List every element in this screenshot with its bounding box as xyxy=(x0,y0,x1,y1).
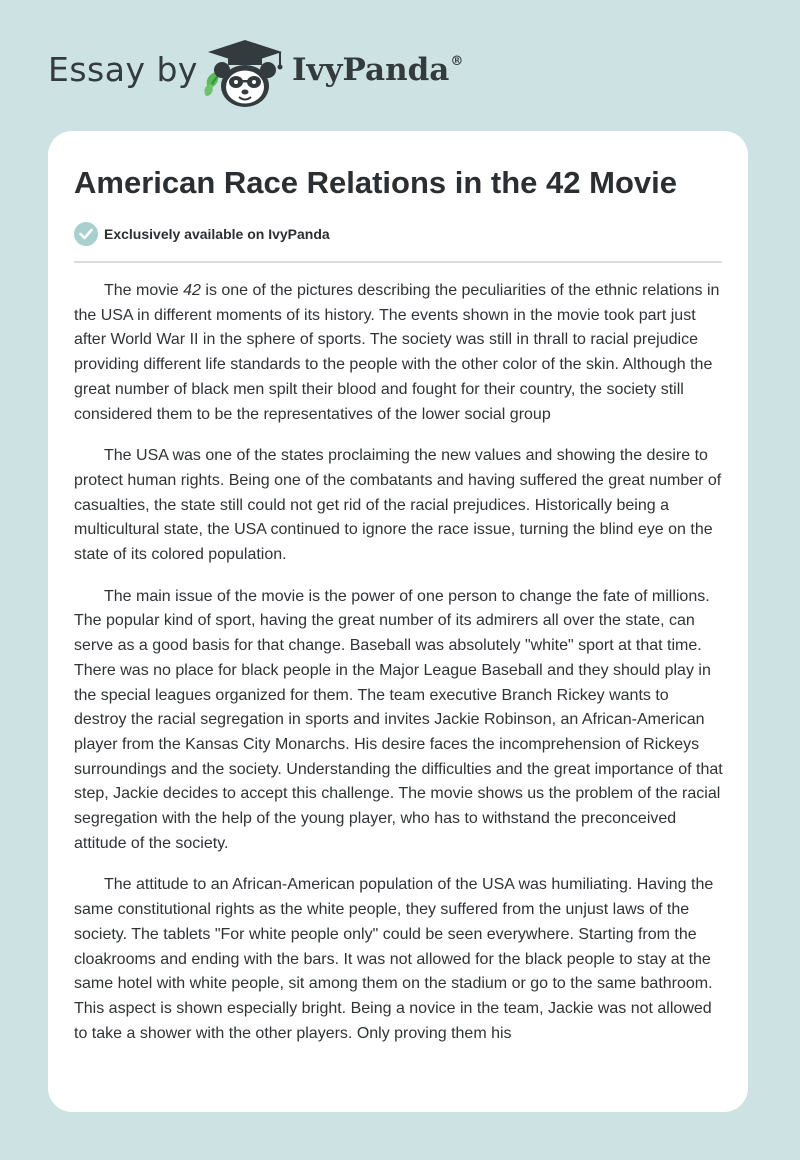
essay-body xyxy=(74,279,724,1063)
paragraph-text: is one of the pictures describing the peculiarities of the ethnic relations in the USA in different moments of its history. The events shown in the movie took part just after World War II in the sphere of sports. The society was still in thrall to racial prejudice providing different life standards to the people with the other color of the skin. Although the great number of black men spilt their blood and fought for their country, the society still considered them to be the representatives of the lower social group xyxy=(74,282,720,423)
movie-title-italic: 42 xyxy=(183,282,201,299)
site-header xyxy=(0,0,800,130)
badge-label: Exclusively available on IvyPanda xyxy=(104,226,330,242)
essay-by-label: Essay by xyxy=(48,50,198,89)
brand-name[interactable] xyxy=(292,52,463,88)
essay-card xyxy=(48,131,748,1112)
paragraph-text: The movie xyxy=(104,282,184,299)
check-icon xyxy=(74,222,98,246)
exclusive-badge xyxy=(74,222,330,246)
brand-text: IvyPanda xyxy=(292,52,450,88)
paragraph: The attitude to an African-American population of the USA was humiliating. Having the same constitutional rights as the white people, they suffered from the unjust laws of the society. The tablets "For white people only" could be seen everywhere. Starting from the cloakrooms and ending with the bars. It was not allowed for the black people to stay at the same hotel with white people, sit among them on the stadium or go to the same bathroom. This aspect is shown especially bright. Being a novice in the team, Jackie was not allowed to take a shower with the other players. Only proving them his xyxy=(74,876,714,1042)
divider xyxy=(74,261,722,263)
page-title: American Race Relations in the 42 Movie xyxy=(74,165,677,200)
panda-graduate-icon[interactable] xyxy=(200,36,290,110)
paragraph: The main issue of the movie is the power of one person to change the fate of millions. The popular kind of sport, having the great number of its admirers all over the state, can serve as a good basis for that change. Baseball was absolutely "white" sport at that time. There was no place for black people in the Major League Baseball and they should play in the special leagues organized for them. The team executive Branch Rickey wants to destroy the racial segregation in sports and invites Jackie Robinson, an African-American player from the Kansas City Monarchs. His desire faces the incomprehension of Rickeys surroundings and the society. Understanding the difficulties and the great importance of that step, Jackie decides to accept this challenge. The movie shows us the problem of the racial segregation with the help of the young player, who has to withstand the preconceived attitude of the society. xyxy=(74,587,723,852)
paragraph xyxy=(74,279,724,427)
paragraph: The USA was one of the states proclaiming the new values and showing the desire to protect human rights. Being one of the combatants and having suffered the great number of casualties, the state still could not get rid of the racial prejudices. Historically being a multicultural state, the USA continued to ignore the race issue, turning the blind eye on the state of its colored population. xyxy=(74,447,722,564)
registered-mark: ® xyxy=(450,54,464,69)
